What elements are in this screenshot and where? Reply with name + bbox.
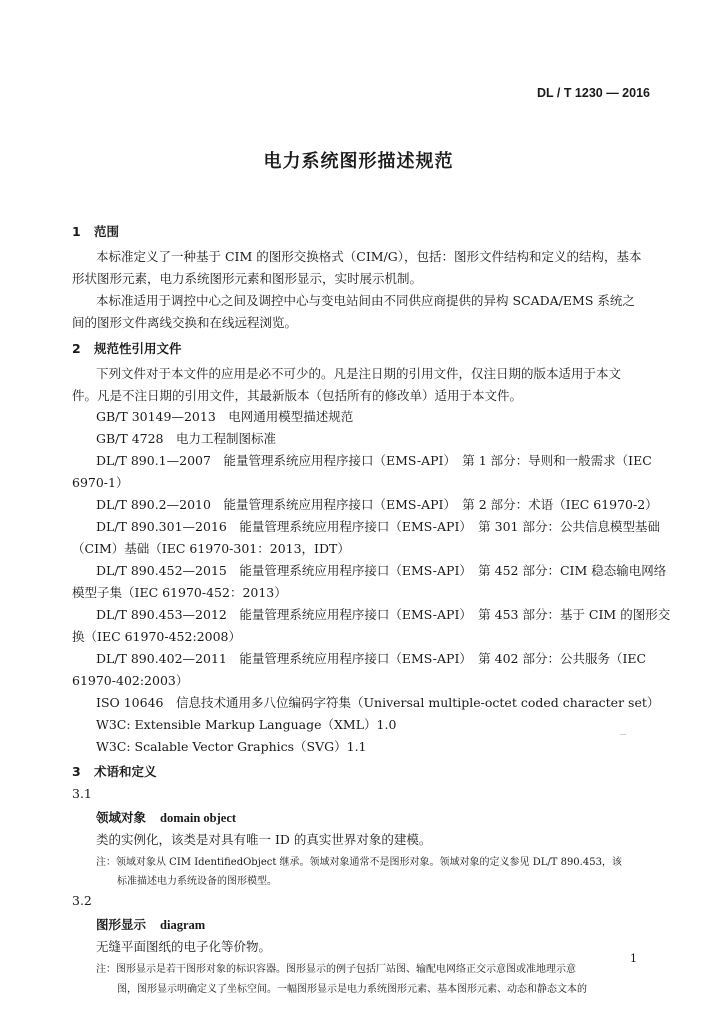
term-3-2-chinese: 图形显示	[96, 917, 147, 932]
section-2-number: 2	[72, 341, 81, 356]
term-3-2-heading	[96, 915, 205, 933]
section-3-number: 3	[72, 764, 81, 779]
reference-item-continuation: 换（IEC 61970-452:2008）	[72, 629, 241, 644]
term-3-2-number: 3.2	[72, 893, 92, 908]
scope-paragraph-1-line-1: 本标准定义了一种基于 CIM 的图形交换格式（CIM/G），包括：图形文件结构和定义的结构，基本	[96, 249, 642, 264]
term-3-2-note-line-2: 图，图形显示明确定义了坐标空间。一幅图形显示是电力系统图形元素、基本图形元素、动态和静态文本的	[117, 984, 587, 995]
references-intro-line-1: 下列文件对于本文件的应用是必不可少的。凡是注日期的引用文件，仅注日期的版本适用于本文	[96, 366, 622, 381]
reference-item: DL/T 890.402—2011 能量管理系统应用程序接口（EMS-API） 第 402 部分：公共服务（IEC	[96, 651, 647, 666]
section-1-title: 范围	[94, 224, 120, 239]
section-3-heading	[72, 762, 157, 780]
scope-paragraph-2-line-2: 间的图形文件离线交换和在线远程浏览。	[72, 315, 298, 330]
term-3-1-heading	[96, 808, 236, 826]
term-3-2-english: diagram	[160, 918, 206, 932]
term-3-1-note-line-2: 标准描述电力系统设备的图形模型。	[117, 876, 277, 887]
references-intro-line-2: 件。凡是不注日期的引用文件，其最新版本（包括所有的修改单）适用于本文件。	[72, 388, 523, 403]
term-3-1-number: 3.1	[72, 786, 92, 801]
reference-item: DL/T 890.453—2012 能量管理系统应用程序接口（EMS-API） 第 453 部分：基于 CIM 的图形交	[96, 607, 671, 622]
reference-item: W3C: Scalable Vector Graphics（SVG）1.1	[96, 739, 367, 754]
term-3-1-note-line-1: 注：领域对象从 CIM IdentifiedObject 继承。领域对象通常不是图形对象。领域对象的定义参见 DL/T 890.453，该	[96, 857, 622, 868]
faint-mark	[620, 734, 626, 735]
reference-item-continuation: 模型子集（IEC 61970-452：2013）	[72, 585, 287, 600]
section-2-heading	[72, 339, 182, 357]
section-1-heading	[72, 222, 119, 240]
section-2-title: 规范性引用文件	[94, 341, 182, 356]
reference-item-continuation: （CIM）基础（IEC 61970-301：2013，IDT）	[72, 541, 350, 556]
standard-number: DL / T 1230 — 2016	[536, 86, 650, 100]
reference-item-continuation: 6970-1）	[72, 475, 129, 490]
scope-paragraph-1-line-2: 形状图形元素，电力系统图形元素和图形显示，实时展示机制。	[72, 271, 423, 286]
reference-item-continuation: 61970-402:2003）	[72, 673, 189, 688]
reference-item: DL/T 890.301—2016 能量管理系统应用程序接口（EMS-API） 第 301 部分：公共信息模型基础	[96, 519, 660, 534]
section-3-title: 术语和定义	[94, 764, 157, 779]
document-title: 电力系统图形描述规范	[263, 151, 454, 172]
reference-item: W3C: Extensible Markup Language（XML）1.0	[96, 717, 397, 732]
reference-item: ISO 10646 信息技术通用多八位编码字符集（Universal multiple-octet coded character set）	[96, 695, 660, 710]
reference-item: GB/T 30149—2013 电网通用模型描述规范	[96, 409, 354, 424]
term-3-1-definition: 类的实例化，该类是对具有唯一 ID 的真实世界对象的建模。	[96, 832, 432, 847]
reference-item: DL/T 890.452—2015 能量管理系统应用程序接口（EMS-API） 第 452 部分：CIM 稳态输电网络	[96, 563, 667, 578]
page-number: 1	[630, 952, 637, 965]
term-3-2-definition: 无缝平面图纸的电子化等价物。	[96, 939, 272, 954]
scope-paragraph-2-line-1: 本标准适用于调控中心之间及调控中心与变电站间由不同供应商提供的异构 SCADA/EMS 系统之	[96, 293, 635, 308]
term-3-1-english: domain object	[160, 811, 237, 825]
section-1-number: 1	[72, 224, 81, 239]
reference-item: DL/T 890.1—2007 能量管理系统应用程序接口（EMS-API） 第 1 部分：导则和一般需求（IEC	[96, 453, 652, 468]
reference-item: GB/T 4728 电力工程制图标准	[96, 431, 277, 446]
term-3-1-chinese: 领域对象	[96, 810, 147, 825]
term-3-2-note-line-1: 注：图形显示是若干图形对象的标识容器。图形显示的例子包括厂站图、输配电网络正交示意图或准地理示意	[96, 964, 576, 975]
reference-item: DL/T 890.2—2010 能量管理系统应用程序接口（EMS-API） 第 2 部分：术语（IEC 61970-2）	[96, 497, 658, 512]
